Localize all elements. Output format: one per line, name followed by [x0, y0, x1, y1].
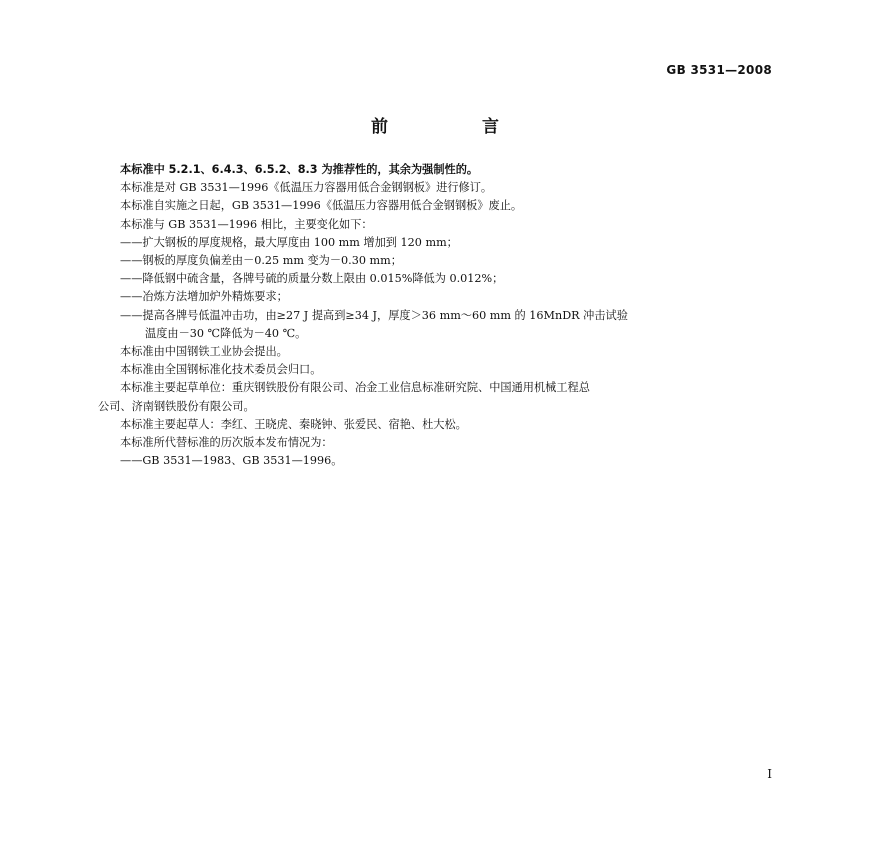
page-title: 前 言: [371, 117, 543, 137]
paragraph-drafters: 本标准主要起草人：李红、王晓虎、秦晓钟、张爱民、宿艳、杜大松。: [120, 417, 467, 431]
standard-code: GB 3531—2008: [666, 63, 772, 77]
paragraph-drafting-units-continued: 公司、济南钢铁股份有限公司。: [98, 399, 255, 413]
paragraph-proposer: 本标准由中国钢铁工业协会提出。: [120, 345, 288, 359]
change-item-impact-continued: 温度由－30 ℃降低为－40 ℃。: [145, 326, 307, 340]
paragraph-replacement: 本标准自实施之日起，GB 3531—1996《低温压力容器用低合金钢钢板》废止。: [120, 199, 523, 213]
change-item-refining: ——冶炼方法增加炉外精炼要求；: [120, 290, 288, 304]
change-item-thickness: ——扩大钢板的厚度规格，最大厚度由 100 mm 增加到 120 mm；: [120, 235, 458, 249]
paragraph-drafting-units: 本标准主要起草单位：重庆钢铁股份有限公司、冶金工业信息标准研究院、中国通用机械工程总: [120, 381, 590, 395]
paragraph-changes-intro: 本标准与 GB 3531—1996 相比，主要变化如下：: [120, 217, 373, 231]
change-item-impact: ——提高各牌号低温冲击功，由≥27 J 提高到≥34 J，厚度＞36 mm～60 mm 的 16MnDR 冲击试验: [120, 308, 628, 322]
page-number: I: [767, 767, 772, 781]
change-item-tolerance: ——钢板的厚度负偏差由－0.25 mm 变为－0.30 mm；: [120, 254, 402, 268]
paragraph-committee: 本标准由全国钢标准化技术委员会归口。: [120, 363, 322, 377]
preface-body: [98, 161, 773, 470]
paragraph-recommended-clauses: 本标准中 5.2.1、6.4.3、6.5.2、8.3 为推荐性的，其余为强制性的。: [120, 163, 479, 176]
paragraph-revision: 本标准是对 GB 3531—1996《低温压力容器用低合金钢钢板》进行修订。: [120, 181, 493, 195]
paragraph-history-intro: 本标准所代替标准的历次版本发布情况为：: [120, 436, 333, 450]
history-item: ——GB 3531—1983、GB 3531—1996。: [120, 454, 343, 468]
change-item-sulfur: ——降低钢中硫含量，各牌号硫的质量分数上限由 0.015%降低为 0.012%；: [120, 272, 504, 286]
